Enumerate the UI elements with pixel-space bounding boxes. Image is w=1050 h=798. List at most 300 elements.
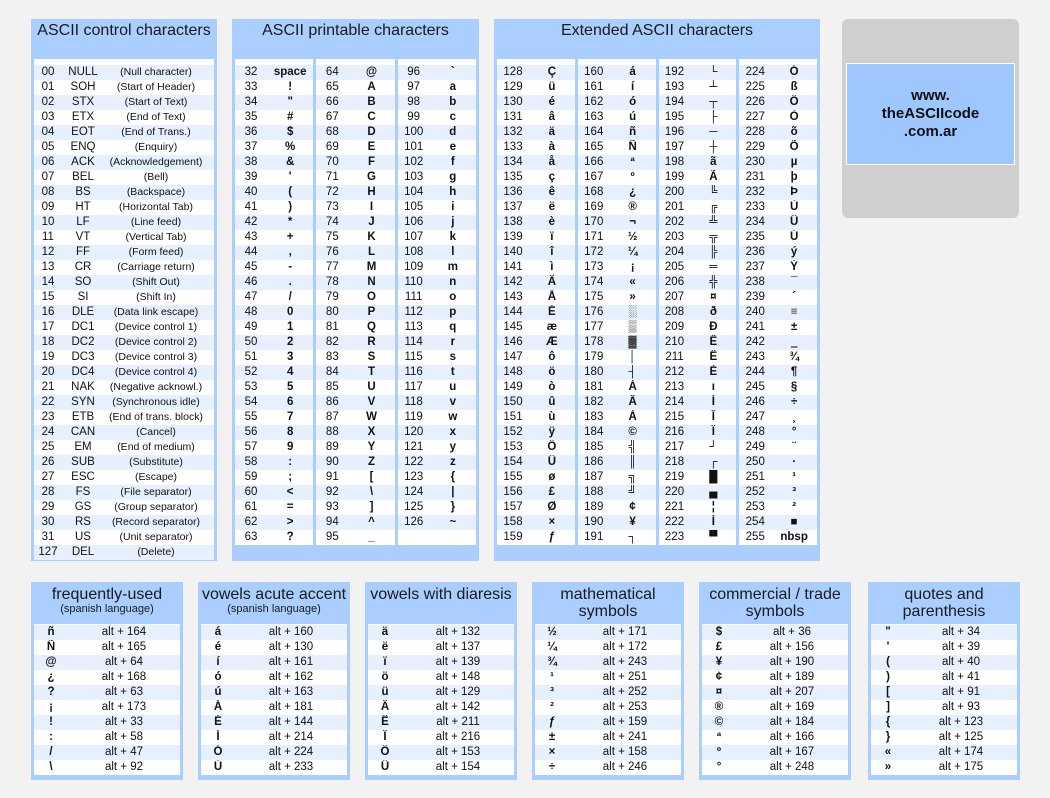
alt-code-cell: alt + 129 [435,686,481,698]
table-row [578,260,656,275]
char-cell: Á [628,381,637,393]
extended-column [659,59,737,545]
table-row [497,110,575,125]
table-row [535,745,681,760]
code-cell: 64 [325,66,339,78]
code-cell: 201 [664,201,685,213]
char-cell: Í [216,731,220,743]
char-cell: Ý [790,261,798,273]
char-cell: < [286,486,294,498]
table-row [34,155,214,170]
table-row [34,80,214,95]
abbr-cell: SI [77,291,89,303]
char-cell: ² [792,501,797,513]
table-row [398,200,476,215]
table-row [398,140,476,155]
char-cell: ï [550,231,554,243]
table-row [368,700,514,715]
char-cell: k [449,231,457,243]
table-row [578,380,656,395]
code-cell: 40 [244,186,258,198]
char-cell: X [367,426,376,438]
table-row [578,65,656,80]
code-cell: 182 [584,396,604,408]
char-cell: Ë [709,351,718,363]
code-cell: 253 [745,501,765,513]
table-row [316,125,394,140]
table-row [497,515,575,530]
char-cell: ö [381,671,389,683]
code-cell: 142 [503,276,523,288]
abbr-cell: ENQ [70,141,96,153]
abbr-cell: STX [71,96,95,108]
table-row [34,125,214,140]
abbr-cell: SYN [71,396,95,408]
char-cell: ó [214,671,222,683]
char-cell: Î [711,411,715,423]
char-cell: 8 [286,426,294,438]
code-cell: 81 [325,321,339,333]
char-cell: j [451,216,455,228]
code-cell: 224 [745,66,765,78]
char-cell: W [366,411,377,423]
char-cell: ┘ [709,441,718,453]
code-cell: 209 [664,321,685,333]
code-cell: 188 [584,486,604,498]
char-cell: þ [790,171,798,183]
desc-cell: (End of Trans.) [121,126,191,138]
code-cell: 22 [41,396,55,408]
table-row [34,760,180,775]
code-cell: 89 [325,441,339,453]
panel-title [702,582,848,624]
code-cell: 139 [503,231,523,243]
table-row [398,425,476,440]
char-cell: Z [367,456,375,468]
code-cell: 243 [745,351,765,363]
table-row [235,530,313,545]
char-cell: ø [548,471,556,483]
alt-code-cell: alt + 161 [268,656,314,668]
table-row [497,305,575,320]
extended-table [497,59,817,545]
panel-title: Extended ASCII characters [560,22,754,39]
code-cell: 47 [244,291,258,303]
table-row [578,425,656,440]
alt-code-cell: alt + 252 [602,686,648,698]
shortcut-list [201,624,347,775]
table-row [34,440,214,455]
table-row [578,515,656,530]
char-cell: v [449,396,457,408]
char-cell: } [450,501,456,513]
table-row [739,200,817,215]
table-row [497,320,575,335]
table-row [578,245,656,260]
code-cell: 121 [404,441,424,453]
code-cell: 183 [584,411,604,423]
code-cell: 197 [664,141,685,153]
code-cell: 49 [244,321,258,333]
char-cell: u [449,381,457,393]
table-row [368,685,514,700]
table-row [739,275,817,290]
desc-cell: (Vertical Tab) [125,231,187,243]
code-cell: 147 [503,351,523,363]
table-row [497,365,575,380]
char-cell: Ú [213,761,223,773]
table-row [659,470,737,485]
code-cell: 133 [503,141,523,153]
shortcut-list [535,624,681,775]
panel-title-text: vowels acute accent [201,586,347,603]
table-row [398,95,476,110]
table-row [578,170,656,185]
code-cell: 239 [745,291,765,303]
panel-subtitle: (spanish language) [227,603,321,615]
desc-cell: (Start of Text) [124,96,188,108]
char-cell: g [449,171,457,183]
code-cell: 57 [244,441,258,453]
table-row [578,440,656,455]
code-cell: 145 [503,321,523,333]
table-row [34,350,214,365]
panel-extended-characters [494,19,820,561]
table-row [235,140,313,155]
char-cell: | [451,486,455,498]
char-cell: > [286,516,294,528]
char-cell: ® [714,701,724,713]
char-cell: ¤ [710,291,717,303]
panel-control-characters [31,19,217,561]
panel-title-text: vowels with diaresis [370,586,512,603]
table-row [235,110,313,125]
alt-code-cell: alt + 172 [602,641,648,653]
table-row [316,200,394,215]
char-cell: G [367,171,376,183]
table-row [316,290,394,305]
code-cell: 91 [325,471,339,483]
code-cell: 174 [584,276,604,288]
char-cell: Å [547,291,557,303]
code-cell: 38 [244,156,258,168]
code-cell: 43 [244,231,258,243]
abbr-cell: DC3 [71,351,95,363]
table-row [201,625,347,640]
char-cell: _ [368,531,375,543]
char-cell: Õ [789,141,799,153]
table-row [739,230,817,245]
table-row [739,110,817,125]
code-cell: 18 [41,336,55,348]
table-row [739,380,817,395]
desc-cell: (Delete) [137,546,175,558]
table-row [398,440,476,455]
table-row [578,110,656,125]
alt-code-cell: alt + 207 [769,686,815,698]
desc-cell: (Substitute) [129,456,183,468]
char-cell: Ï [711,426,715,438]
desc-cell: (Device control 1) [114,321,198,333]
desc-cell: (Shift Out) [132,276,180,288]
table-row [398,455,476,470]
table-row [368,745,514,760]
table-row [235,485,313,500]
table-row [398,410,476,425]
code-cell: 59 [244,471,258,483]
alt-code-cell: alt + 93 [941,701,981,713]
char-cell: ÿ [548,426,556,438]
code-cell: 254 [745,516,765,528]
table-row [739,350,817,365]
table-row [871,745,1017,760]
table-row [34,500,214,515]
char-cell: ® [628,201,637,213]
alt-code-cell: alt + 139 [435,656,481,668]
table-row [235,410,313,425]
char-cell: ß [790,81,798,93]
char-cell: ¢ [715,671,723,683]
char-cell: R [367,336,376,348]
table-row [34,320,214,335]
table-row [316,410,394,425]
site-logo[interactable] [846,63,1015,165]
code-cell: 01 [41,81,55,93]
char-cell: º [630,171,635,183]
table-row [702,670,848,685]
char-cell: ı [711,381,715,393]
code-cell: 185 [584,441,604,453]
code-cell: 88 [325,426,339,438]
table-row [235,125,313,140]
char-cell: p [449,306,457,318]
char-cell: 7 [286,411,294,423]
table-row [34,215,214,230]
table-row [34,275,214,290]
code-cell: 191 [584,531,604,543]
table-row [368,760,514,775]
code-cell: 110 [404,276,423,288]
char-cell: ü [548,81,556,93]
code-cell: 08 [41,186,55,198]
code-cell: 245 [745,381,765,393]
table-row [316,155,394,170]
table-row [497,395,575,410]
char-cell: ! [288,81,293,93]
code-cell: 172 [584,246,604,258]
table-row [497,155,575,170]
table-row [739,515,817,530]
char-cell: û [548,396,556,408]
logo-line-1: www. [911,87,950,104]
extended-column [578,59,656,545]
alt-code-cell: alt + 167 [769,746,815,758]
table-row [235,335,313,350]
code-cell: 42 [244,216,258,228]
code-cell: 113 [404,321,423,333]
table-row [535,685,681,700]
char-cell: ┤ [628,366,637,378]
code-cell: 55 [244,411,258,423]
code-cell: 11 [42,231,54,243]
char-cell: ╦ [709,231,718,243]
code-cell: 68 [325,126,339,138]
char-cell: s [449,351,457,363]
char-cell: C [367,111,376,123]
code-cell: 73 [325,201,339,213]
table-row [871,715,1017,730]
char-cell: f [450,156,455,168]
table-row [34,65,214,80]
code-cell: 100 [404,126,424,138]
char-cell: ò [548,381,556,393]
alt-code-cell: alt + 241 [602,731,648,743]
char-cell: Ë [381,716,389,728]
code-cell: 249 [745,441,765,453]
code-cell: 63 [244,531,258,543]
table-row [871,700,1017,715]
desc-cell: (End of medium) [117,441,195,453]
table-row [659,215,737,230]
char-cell: ª [716,731,722,743]
desc-cell: (Data link escape) [113,306,199,318]
code-cell: 244 [745,366,765,378]
code-cell: 94 [325,516,339,528]
char-cell: 5 [286,381,294,393]
code-cell: 82 [325,336,339,348]
char-cell: 4 [286,366,294,378]
table-row [201,760,347,775]
panel-title [871,582,1017,624]
code-cell: 69 [325,141,339,153]
alt-code-cell: alt + 148 [435,671,481,683]
table-row [398,395,476,410]
table-row [739,410,817,425]
table-row [702,745,848,760]
code-cell: 10 [41,216,55,228]
table-row [316,320,394,335]
alt-code-cell: alt + 165 [101,641,147,653]
code-cell: 199 [664,171,685,183]
table-row [497,185,575,200]
table-row [497,140,575,155]
char-cell: ¶ [790,366,798,378]
table-row [316,530,394,545]
char-cell: Y [367,441,376,453]
char-cell: é [548,96,556,108]
char-cell: Ê [709,336,718,348]
code-cell: 166 [584,156,604,168]
table-row [739,365,817,380]
char-cell: J [368,216,375,228]
table-row [739,215,817,230]
table-row [398,80,476,95]
code-cell: 117 [404,381,423,393]
char-cell: » [884,761,892,773]
table-row [659,170,737,185]
code-cell: 221 [664,501,685,513]
char-cell: ├ [709,111,718,123]
alt-code-cell: alt + 34 [941,626,981,638]
char-cell: : [288,456,293,468]
alt-code-cell: alt + 175 [938,761,984,773]
table-row [34,685,180,700]
table-row [578,275,656,290]
char-cell: æ [546,321,557,333]
char-cell: í [631,81,635,93]
table-row [398,515,476,530]
alt-code-cell: alt + 224 [268,746,314,758]
char-cell: M [366,261,377,273]
code-cell: 138 [503,216,523,228]
code-cell: 176 [584,306,604,318]
table-row [398,275,476,290]
char-cell: " [287,96,293,108]
char-cell: T [367,366,375,378]
table-row [578,95,656,110]
alt-code-cell: alt + 214 [268,731,314,743]
char-cell: ú [214,686,222,698]
table-row [398,125,476,140]
code-cell: 196 [664,126,685,138]
char-cell: © [714,716,724,728]
table-row [497,170,575,185]
table-row [316,275,394,290]
code-cell: 198 [664,156,685,168]
code-cell: 184 [584,426,604,438]
char-cell: nbsp [780,531,808,543]
table-row [316,485,394,500]
panel-printable-characters [232,19,479,561]
char-cell: ┐ [628,531,637,543]
code-cell: 109 [404,261,424,273]
char-cell: ± [548,731,556,743]
table-row [535,640,681,655]
char-cell: ± [790,321,798,333]
code-cell: 144 [503,306,523,318]
table-row [398,365,476,380]
table-row [368,715,514,730]
code-cell: 54 [244,396,258,408]
table-row [578,335,656,350]
table-row [235,65,313,80]
code-cell: 161 [584,81,604,93]
table-row [368,640,514,655]
alt-code-cell: alt + 253 [602,701,648,713]
code-cell: 173 [584,261,604,273]
code-cell: 86 [325,396,339,408]
code-cell: 32 [244,66,258,78]
char-cell: 2 [286,336,294,348]
char-cell: ' [288,171,292,183]
code-cell: 107 [404,231,424,243]
char-cell: ╣ [628,441,637,453]
char-cell: ; [288,471,293,483]
char-cell: Ú [789,201,799,213]
table-row [739,260,817,275]
char-cell: ¨ [792,441,797,453]
char-cell: I [369,201,374,213]
alt-code-cell: alt + 40 [941,656,981,668]
code-cell: 162 [584,96,604,108]
table-row [316,95,394,110]
code-cell: 159 [503,531,523,543]
code-cell: 203 [664,231,685,243]
char-cell: ╬ [709,276,718,288]
char-cell: K [367,231,376,243]
code-cell: 130 [503,96,523,108]
logo-line-2: theASCIIcode [881,105,980,122]
